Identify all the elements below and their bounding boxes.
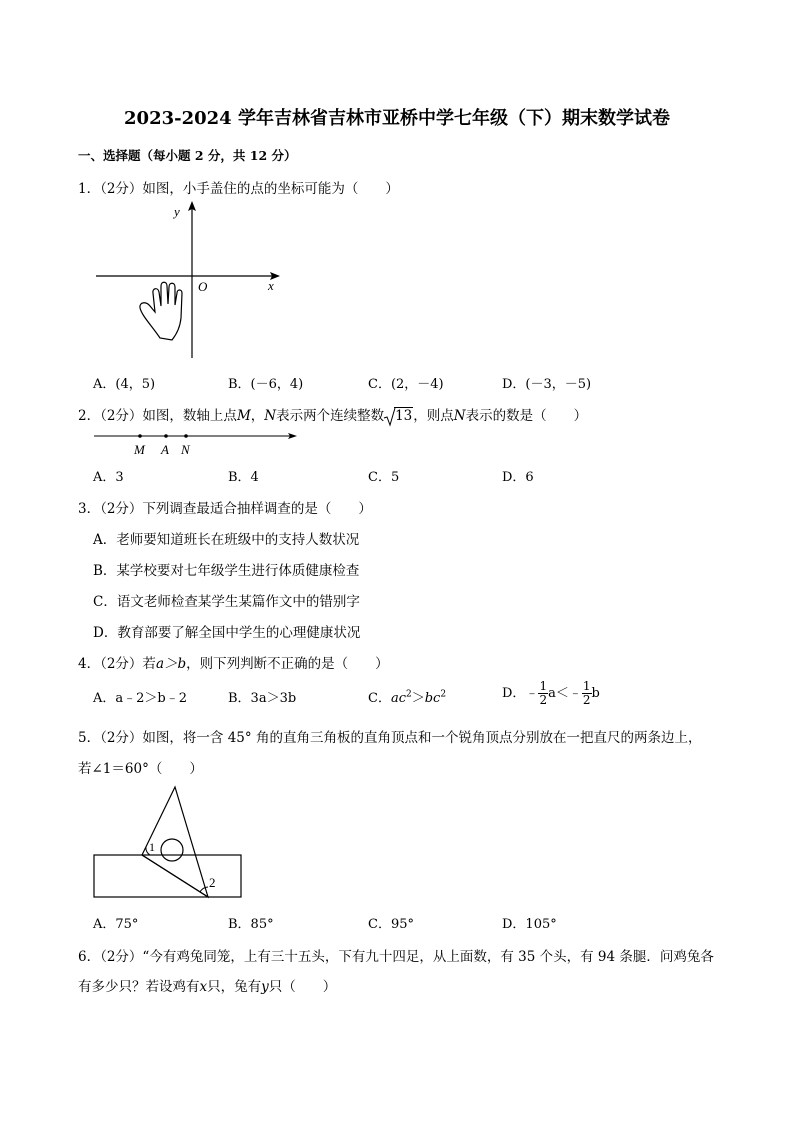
question-6-stem-line2: 有多少只？若设鸡有x只，兔有y只（ ） (78, 979, 337, 995)
q2-option-d: D．6 (502, 470, 534, 485)
fraction-half: $\frac{1}{2}$ (582, 679, 591, 707)
q4-option-d: D．﹣ $\frac{1}{2}$ a＜﹣ $\frac{1}{2}$ b (502, 679, 600, 707)
question-6-stem-line1: 6．（2分）“今有鸡兔同笼，上有三十五头，下有九十四足，从上面数，有 35 个头，有 94 条腿．问鸡兔各 (78, 949, 714, 965)
q4-option-b: B．3a＞3b (228, 691, 297, 706)
q4-option-c: C．$ac^2>bc^2$ (368, 689, 447, 706)
y-axis-label: y (174, 204, 180, 219)
x-axis-label: x (268, 278, 274, 293)
q5-option-c: C．95° (368, 917, 414, 932)
q1-option-b: B．(－6，4) (228, 377, 304, 392)
q1-option-d: D．(－3，－5) (502, 377, 592, 392)
q3-option-a: A．老师要知道班长在班级中的支持人数状况 (93, 532, 360, 548)
q1-coordinate-figure (90, 198, 290, 363)
q3-option-c: C．语文老师检查某学生某篇作文中的错别字 (93, 594, 360, 610)
point-n-label: N (181, 442, 190, 457)
q3-option-b: B．某学校要对七年级学生进行体质健康检查 (93, 563, 360, 579)
hand-icon (140, 282, 182, 340)
sqrt-expression: 13 (384, 408, 413, 424)
q2-option-c: C．5 (368, 470, 400, 485)
section-heading: 一、选择题（每小题 2 分，共 12 分） (78, 148, 297, 163)
q5-triangle-ruler-figure (90, 783, 250, 903)
q3-option-d: D．教育部要了解全国中学生的心理健康状况 (93, 625, 361, 641)
q5-option-a: A．75° (93, 917, 139, 932)
fraction-half: $\frac{1}{2}$ (539, 679, 548, 707)
angle-2-label: 2 (209, 875, 216, 890)
page-title: 2023-2024 学年吉林省吉林市亚桥中学七年级（下）期末数学试卷 (124, 108, 670, 129)
q4-option-a: A．a﹣2＞b﹣2 (93, 691, 188, 706)
q1-option-c: C．(2，－4) (368, 377, 444, 392)
q2-number-line (92, 428, 302, 458)
q2-option-a: A．3 (93, 470, 124, 485)
q1-option-a: A．(4，5) (93, 377, 156, 392)
origin-label: O (198, 279, 208, 294)
angle-1-label: 1 (149, 840, 155, 854)
question-5-stem-line2: 若∠1＝60°（ ） (78, 761, 203, 777)
question-3-stem: 3．（2分）下列调查最适合抽样调查的是（ ） (78, 501, 372, 517)
question-1-stem: 1．（2分）如图，小手盖住的点的坐标可能为（ ） (78, 181, 399, 197)
q5-option-b: B．85° (228, 917, 274, 932)
point-a-label: A (161, 442, 169, 457)
q5-option-d: D．105° (502, 917, 557, 932)
point-m-label: M (134, 442, 145, 457)
q2-option-b: B．4 (228, 470, 259, 485)
question-5-stem-line1: 5．（2分）如图，将一含 45° 角的直角三角板的直角顶点和一个锐角顶点分别放在一把直尺的两条边上， (78, 730, 702, 746)
question-2-stem: 2．（2分）如图，数轴上点M，N表示两个连续整数 13，则点N表示的数是（ ） (78, 408, 588, 424)
question-4-stem: 4．（2分）若a＞b，则下列判断不正确的是（ ） (78, 656, 389, 672)
